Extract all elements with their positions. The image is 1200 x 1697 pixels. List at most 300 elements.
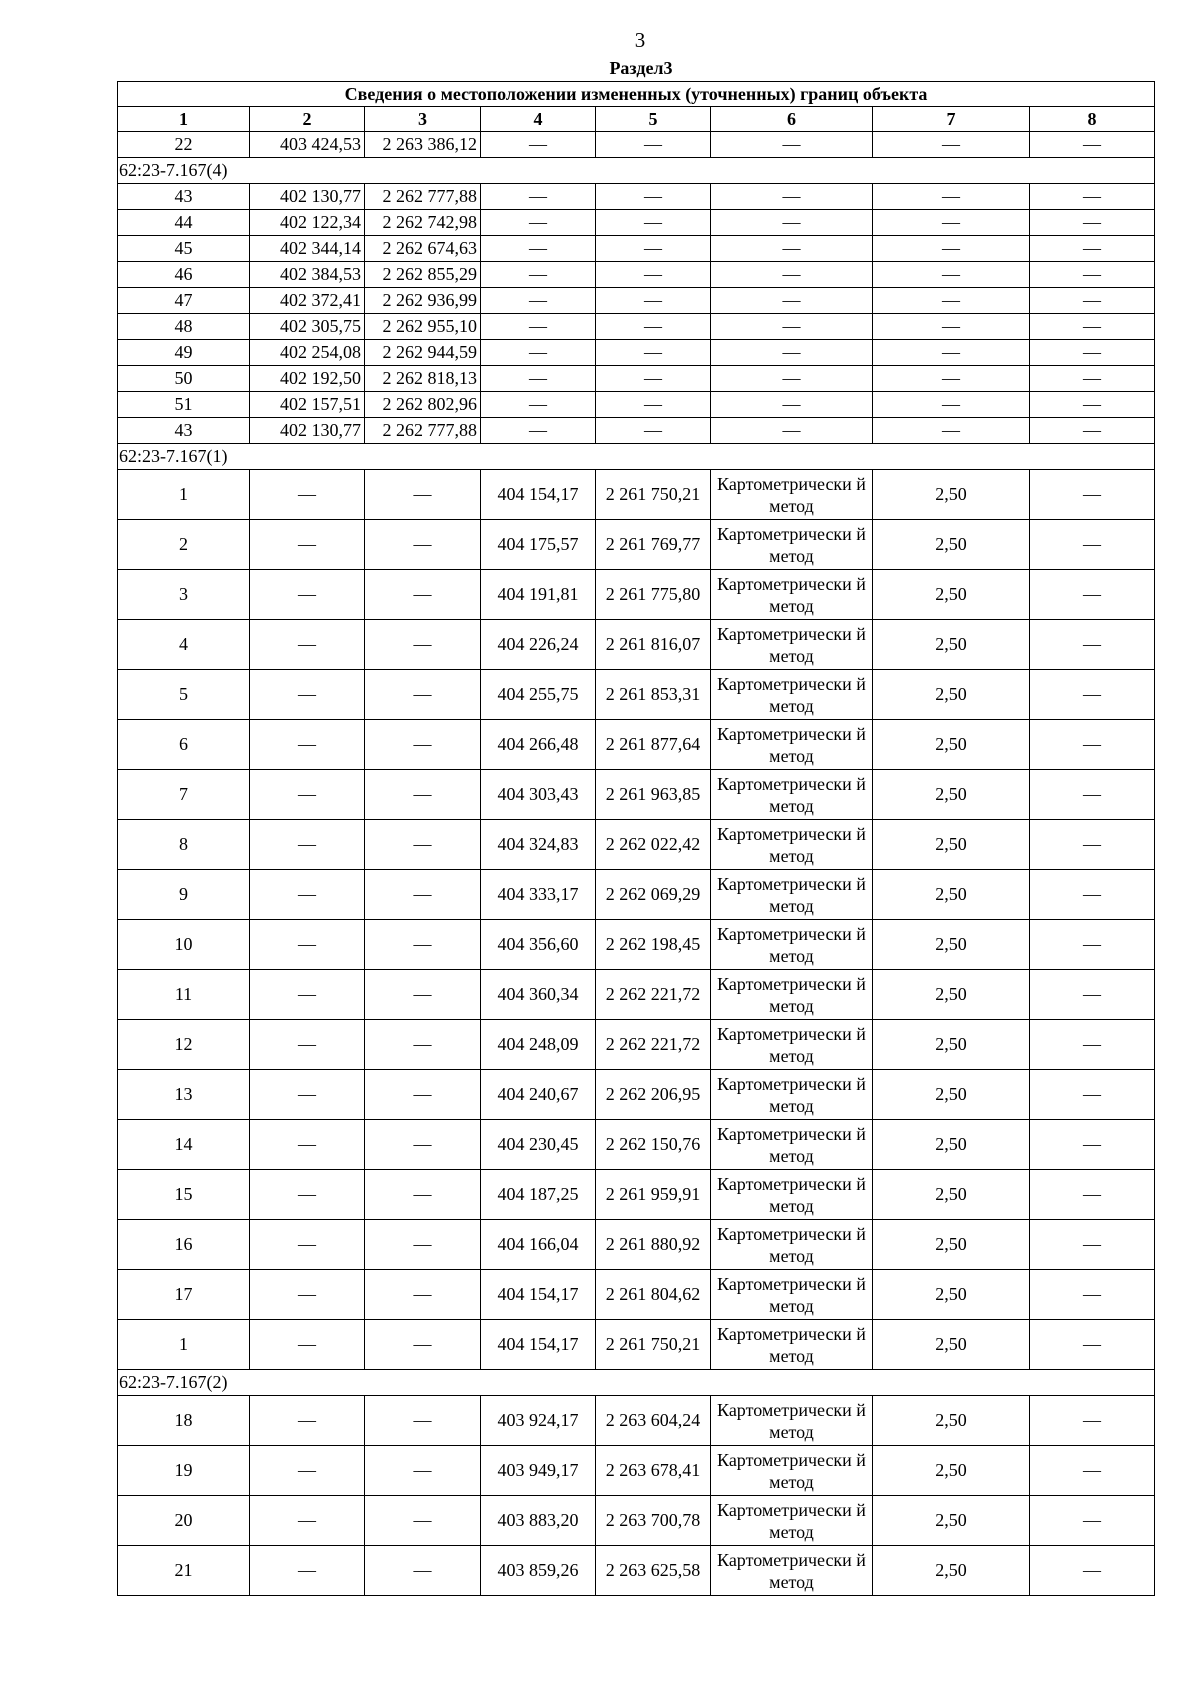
point-number-cell: 4 bbox=[118, 620, 250, 670]
x-new-cell: — bbox=[481, 340, 596, 366]
x-old-cell: 402 344,14 bbox=[250, 236, 365, 262]
y-old-cell: — bbox=[365, 1546, 481, 1596]
accuracy-cell: 2,50 bbox=[873, 1070, 1030, 1120]
table-title: Сведения о местоположении измененных (уточненных) границ объекта bbox=[118, 82, 1155, 107]
method-cell: Картометрически й метод bbox=[711, 670, 873, 720]
description-cell: — bbox=[1030, 470, 1155, 520]
accuracy-cell: 2,50 bbox=[873, 770, 1030, 820]
x-new-cell: 404 255,75 bbox=[481, 670, 596, 720]
accuracy-cell: 2,50 bbox=[873, 720, 1030, 770]
y-old-cell: 2 262 777,88 bbox=[365, 418, 481, 444]
table-row bbox=[118, 314, 1155, 340]
point-number-cell: 46 bbox=[118, 262, 250, 288]
x-new-cell: 404 266,48 bbox=[481, 720, 596, 770]
y-new-cell: — bbox=[596, 314, 711, 340]
x-old-cell: — bbox=[250, 820, 365, 870]
method-cell: Картометрически й метод bbox=[711, 1120, 873, 1170]
x-old-cell: — bbox=[250, 970, 365, 1020]
x-new-cell: 404 154,17 bbox=[481, 1270, 596, 1320]
y-new-cell: 2 261 769,77 bbox=[596, 520, 711, 570]
method-cell: Картометрически й метод bbox=[711, 1546, 873, 1596]
description-cell: — bbox=[1030, 210, 1155, 236]
description-cell: — bbox=[1030, 314, 1155, 340]
point-number-cell: 22 bbox=[118, 132, 250, 158]
point-number-cell: 43 bbox=[118, 418, 250, 444]
x-new-cell: 403 924,17 bbox=[481, 1396, 596, 1446]
y-old-cell: 2 262 818,13 bbox=[365, 366, 481, 392]
x-old-cell: — bbox=[250, 720, 365, 770]
y-new-cell: — bbox=[596, 392, 711, 418]
point-number-cell: 16 bbox=[118, 1220, 250, 1270]
accuracy-cell: 2,50 bbox=[873, 1020, 1030, 1070]
description-cell: — bbox=[1030, 1270, 1155, 1320]
description-cell: — bbox=[1030, 820, 1155, 870]
point-number-cell: 44 bbox=[118, 210, 250, 236]
x-old-cell: — bbox=[250, 1070, 365, 1120]
y-new-cell: — bbox=[596, 210, 711, 236]
x-new-cell: 404 240,67 bbox=[481, 1070, 596, 1120]
table-row bbox=[118, 1170, 1155, 1220]
column-header: 7 bbox=[873, 107, 1030, 132]
y-old-cell: — bbox=[365, 870, 481, 920]
method-cell: Картометрически й метод bbox=[711, 470, 873, 520]
x-new-cell: 404 333,17 bbox=[481, 870, 596, 920]
column-header-row bbox=[118, 107, 1155, 132]
description-cell: — bbox=[1030, 1546, 1155, 1596]
description-cell: — bbox=[1030, 1020, 1155, 1070]
y-old-cell: — bbox=[365, 970, 481, 1020]
y-new-cell: 2 262 198,45 bbox=[596, 920, 711, 970]
x-old-cell: — bbox=[250, 470, 365, 520]
point-number-cell: 8 bbox=[118, 820, 250, 870]
y-old-cell: — bbox=[365, 820, 481, 870]
table-row bbox=[118, 570, 1155, 620]
column-header: 3 bbox=[365, 107, 481, 132]
x-old-cell: 402 372,41 bbox=[250, 288, 365, 314]
y-new-cell: 2 263 604,24 bbox=[596, 1396, 711, 1446]
y-old-cell: 2 262 955,10 bbox=[365, 314, 481, 340]
table-row bbox=[118, 340, 1155, 366]
description-cell: — bbox=[1030, 870, 1155, 920]
point-number-cell: 10 bbox=[118, 920, 250, 970]
y-old-cell: — bbox=[365, 1020, 481, 1070]
description-cell: — bbox=[1030, 418, 1155, 444]
x-old-cell: — bbox=[250, 1120, 365, 1170]
x-new-cell: 404 226,24 bbox=[481, 620, 596, 670]
method-cell: — bbox=[711, 418, 873, 444]
point-number-cell: 21 bbox=[118, 1546, 250, 1596]
description-cell: — bbox=[1030, 1070, 1155, 1120]
x-old-cell: 402 254,08 bbox=[250, 340, 365, 366]
column-header: 2 bbox=[250, 107, 365, 132]
table-row bbox=[118, 1120, 1155, 1170]
y-new-cell: — bbox=[596, 132, 711, 158]
x-new-cell: 404 154,17 bbox=[481, 1320, 596, 1370]
table-row bbox=[118, 620, 1155, 670]
y-new-cell: — bbox=[596, 262, 711, 288]
y-old-cell: — bbox=[365, 770, 481, 820]
column-header: 8 bbox=[1030, 107, 1155, 132]
point-number-cell: 19 bbox=[118, 1446, 250, 1496]
column-header: 4 bbox=[481, 107, 596, 132]
method-cell: Картометрически й метод bbox=[711, 620, 873, 670]
accuracy-cell: 2,50 bbox=[873, 670, 1030, 720]
group-header-row bbox=[118, 444, 1155, 470]
y-new-cell: 2 261 750,21 bbox=[596, 470, 711, 520]
description-cell: — bbox=[1030, 670, 1155, 720]
method-cell: Картометрически й метод bbox=[711, 720, 873, 770]
y-old-cell: 2 262 802,96 bbox=[365, 392, 481, 418]
y-new-cell: 2 261 959,91 bbox=[596, 1170, 711, 1220]
table-row bbox=[118, 1546, 1155, 1596]
x-new-cell: — bbox=[481, 392, 596, 418]
table-row bbox=[118, 366, 1155, 392]
table-row bbox=[118, 210, 1155, 236]
column-header: 5 bbox=[596, 107, 711, 132]
page-number: 3 bbox=[634, 28, 646, 52]
y-old-cell: — bbox=[365, 1070, 481, 1120]
y-old-cell: — bbox=[365, 520, 481, 570]
description-cell: — bbox=[1030, 288, 1155, 314]
accuracy-cell: 2,50 bbox=[873, 570, 1030, 620]
table-row bbox=[118, 820, 1155, 870]
accuracy-cell: 2,50 bbox=[873, 870, 1030, 920]
y-old-cell: — bbox=[365, 1496, 481, 1546]
x-old-cell: — bbox=[250, 870, 365, 920]
accuracy-cell: 2,50 bbox=[873, 1496, 1030, 1546]
point-number-cell: 50 bbox=[118, 366, 250, 392]
y-old-cell: 2 262 944,59 bbox=[365, 340, 481, 366]
y-new-cell: 2 263 625,58 bbox=[596, 1546, 711, 1596]
x-old-cell: 403 424,53 bbox=[250, 132, 365, 158]
y-new-cell: 2 262 206,95 bbox=[596, 1070, 711, 1120]
table-row bbox=[118, 670, 1155, 720]
accuracy-cell: 2,50 bbox=[873, 470, 1030, 520]
y-new-cell: 2 262 069,29 bbox=[596, 870, 711, 920]
table-row bbox=[118, 1396, 1155, 1446]
y-old-cell: 2 262 777,88 bbox=[365, 184, 481, 210]
x-new-cell: — bbox=[481, 418, 596, 444]
description-cell: — bbox=[1030, 262, 1155, 288]
table-row bbox=[118, 970, 1155, 1020]
y-old-cell: 2 262 742,98 bbox=[365, 210, 481, 236]
x-new-cell: 404 166,04 bbox=[481, 1220, 596, 1270]
x-old-cell: — bbox=[250, 670, 365, 720]
description-cell: — bbox=[1030, 1496, 1155, 1546]
table-row bbox=[118, 1270, 1155, 1320]
table-row bbox=[118, 288, 1155, 314]
point-number-cell: 15 bbox=[118, 1170, 250, 1220]
point-number-cell: 45 bbox=[118, 236, 250, 262]
x-new-cell: — bbox=[481, 262, 596, 288]
y-new-cell: 2 261 963,85 bbox=[596, 770, 711, 820]
x-new-cell: 404 248,09 bbox=[481, 1020, 596, 1070]
x-old-cell: — bbox=[250, 1270, 365, 1320]
x-old-cell: — bbox=[250, 620, 365, 670]
point-number-cell: 1 bbox=[118, 470, 250, 520]
description-cell: — bbox=[1030, 770, 1155, 820]
x-new-cell: 403 883,20 bbox=[481, 1496, 596, 1546]
method-cell: Картометрически й метод bbox=[711, 570, 873, 620]
method-cell: Картометрически й метод bbox=[711, 1320, 873, 1370]
method-cell: — bbox=[711, 288, 873, 314]
point-number-cell: 48 bbox=[118, 314, 250, 340]
y-old-cell: — bbox=[365, 1120, 481, 1170]
description-cell: — bbox=[1030, 236, 1155, 262]
table-row bbox=[118, 1496, 1155, 1546]
y-old-cell: — bbox=[365, 920, 481, 970]
y-old-cell: — bbox=[365, 620, 481, 670]
y-old-cell: — bbox=[365, 1396, 481, 1446]
x-new-cell: 404 154,17 bbox=[481, 470, 596, 520]
table-row bbox=[118, 1220, 1155, 1270]
method-cell: — bbox=[711, 340, 873, 366]
accuracy-cell: — bbox=[873, 366, 1030, 392]
table-row bbox=[118, 870, 1155, 920]
description-cell: — bbox=[1030, 340, 1155, 366]
y-new-cell: 2 261 816,07 bbox=[596, 620, 711, 670]
x-new-cell: 404 175,57 bbox=[481, 520, 596, 570]
y-new-cell: 2 261 853,31 bbox=[596, 670, 711, 720]
accuracy-cell: — bbox=[873, 236, 1030, 262]
table-row bbox=[118, 236, 1155, 262]
x-new-cell: — bbox=[481, 210, 596, 236]
point-number-cell: 3 bbox=[118, 570, 250, 620]
accuracy-cell: 2,50 bbox=[873, 1546, 1030, 1596]
x-old-cell: — bbox=[250, 1546, 365, 1596]
y-new-cell: 2 261 750,21 bbox=[596, 1320, 711, 1370]
y-new-cell: 2 261 880,92 bbox=[596, 1220, 711, 1270]
method-cell: Картометрически й метод bbox=[711, 1270, 873, 1320]
x-old-cell: 402 192,50 bbox=[250, 366, 365, 392]
point-number-cell: 20 bbox=[118, 1496, 250, 1546]
parcel-group-label: 62:23-7.167(2) bbox=[118, 1370, 1155, 1396]
parcel-group-label: 62:23-7.167(4) bbox=[118, 158, 1155, 184]
accuracy-cell: 2,50 bbox=[873, 920, 1030, 970]
description-cell: — bbox=[1030, 392, 1155, 418]
x-old-cell: 402 384,53 bbox=[250, 262, 365, 288]
point-number-cell: 12 bbox=[118, 1020, 250, 1070]
accuracy-cell: 2,50 bbox=[873, 820, 1030, 870]
y-new-cell: 2 263 700,78 bbox=[596, 1496, 711, 1546]
x-old-cell: 402 130,77 bbox=[250, 418, 365, 444]
accuracy-cell: 2,50 bbox=[873, 620, 1030, 670]
point-number-cell: 13 bbox=[118, 1070, 250, 1120]
accuracy-cell: — bbox=[873, 288, 1030, 314]
y-new-cell: 2 261 775,80 bbox=[596, 570, 711, 620]
method-cell: Картометрически й метод bbox=[711, 1020, 873, 1070]
description-cell: — bbox=[1030, 1396, 1155, 1446]
y-old-cell: — bbox=[365, 1446, 481, 1496]
y-old-cell: 2 262 674,63 bbox=[365, 236, 481, 262]
point-number-cell: 5 bbox=[118, 670, 250, 720]
table-row bbox=[118, 1070, 1155, 1120]
point-number-cell: 43 bbox=[118, 184, 250, 210]
description-cell: — bbox=[1030, 1220, 1155, 1270]
table-row bbox=[118, 262, 1155, 288]
method-cell: Картометрически й метод bbox=[711, 820, 873, 870]
x-old-cell: — bbox=[250, 520, 365, 570]
method-cell: Картометрически й метод bbox=[711, 520, 873, 570]
x-new-cell: 404 230,45 bbox=[481, 1120, 596, 1170]
method-cell: — bbox=[711, 366, 873, 392]
accuracy-cell: 2,50 bbox=[873, 1320, 1030, 1370]
accuracy-cell: — bbox=[873, 418, 1030, 444]
x-old-cell: — bbox=[250, 920, 365, 970]
method-cell: Картометрически й метод bbox=[711, 1496, 873, 1546]
column-header: 1 bbox=[118, 107, 250, 132]
y-new-cell: — bbox=[596, 184, 711, 210]
description-cell: — bbox=[1030, 720, 1155, 770]
x-old-cell: — bbox=[250, 1396, 365, 1446]
point-number-cell: 6 bbox=[118, 720, 250, 770]
point-number-cell: 1 bbox=[118, 1320, 250, 1370]
y-old-cell: — bbox=[365, 670, 481, 720]
table-row bbox=[118, 392, 1155, 418]
y-old-cell: 2 262 855,29 bbox=[365, 262, 481, 288]
accuracy-cell: 2,50 bbox=[873, 520, 1030, 570]
x-old-cell: — bbox=[250, 1496, 365, 1546]
y-old-cell: — bbox=[365, 570, 481, 620]
description-cell: — bbox=[1030, 520, 1155, 570]
x-old-cell: — bbox=[250, 1020, 365, 1070]
table-row bbox=[118, 920, 1155, 970]
parcel-group-label: 62:23-7.167(1) bbox=[118, 444, 1155, 470]
method-cell: Картометрически й метод bbox=[711, 1446, 873, 1496]
y-old-cell: 2 262 936,99 bbox=[365, 288, 481, 314]
y-new-cell: 2 262 221,72 bbox=[596, 1020, 711, 1070]
x-old-cell: — bbox=[250, 570, 365, 620]
y-new-cell: 2 263 678,41 bbox=[596, 1446, 711, 1496]
accuracy-cell: — bbox=[873, 314, 1030, 340]
x-new-cell: 404 303,43 bbox=[481, 770, 596, 820]
y-old-cell: — bbox=[365, 470, 481, 520]
method-cell: — bbox=[711, 392, 873, 418]
x-old-cell: 402 122,34 bbox=[250, 210, 365, 236]
method-cell: Картометрически й метод bbox=[711, 970, 873, 1020]
y-old-cell: 2 263 386,12 bbox=[365, 132, 481, 158]
y-old-cell: — bbox=[365, 1220, 481, 1270]
accuracy-cell: 2,50 bbox=[873, 1446, 1030, 1496]
description-cell: — bbox=[1030, 366, 1155, 392]
method-cell: — bbox=[711, 236, 873, 262]
table-row bbox=[118, 184, 1155, 210]
y-new-cell: — bbox=[596, 236, 711, 262]
table-row bbox=[118, 418, 1155, 444]
x-old-cell: — bbox=[250, 1446, 365, 1496]
accuracy-cell: — bbox=[873, 210, 1030, 236]
column-header: 6 bbox=[711, 107, 873, 132]
x-new-cell: 403 859,26 bbox=[481, 1546, 596, 1596]
y-old-cell: — bbox=[365, 1320, 481, 1370]
x-old-cell: 402 305,75 bbox=[250, 314, 365, 340]
method-cell: — bbox=[711, 132, 873, 158]
description-cell: — bbox=[1030, 920, 1155, 970]
group-header-row bbox=[118, 1370, 1155, 1396]
x-new-cell: 403 949,17 bbox=[481, 1446, 596, 1496]
method-cell: — bbox=[711, 314, 873, 340]
y-new-cell: — bbox=[596, 418, 711, 444]
method-cell: Картометрически й метод bbox=[711, 1070, 873, 1120]
x-old-cell: — bbox=[250, 770, 365, 820]
method-cell: Картометрически й метод bbox=[711, 770, 873, 820]
point-number-cell: 51 bbox=[118, 392, 250, 418]
point-number-cell: 11 bbox=[118, 970, 250, 1020]
x-old-cell: 402 130,77 bbox=[250, 184, 365, 210]
point-number-cell: 9 bbox=[118, 870, 250, 920]
table-row bbox=[118, 1446, 1155, 1496]
table-row bbox=[118, 470, 1155, 520]
y-old-cell: — bbox=[365, 720, 481, 770]
accuracy-cell: — bbox=[873, 340, 1030, 366]
description-cell: — bbox=[1030, 1170, 1155, 1220]
y-new-cell: 2 261 804,62 bbox=[596, 1270, 711, 1320]
y-new-cell: 2 261 877,64 bbox=[596, 720, 711, 770]
y-new-cell: — bbox=[596, 288, 711, 314]
coordinates-table bbox=[117, 81, 1155, 1596]
x-new-cell: — bbox=[481, 288, 596, 314]
table-row bbox=[118, 1020, 1155, 1070]
x-new-cell: — bbox=[481, 132, 596, 158]
method-cell: Картометрически й метод bbox=[711, 870, 873, 920]
method-cell: — bbox=[711, 184, 873, 210]
x-new-cell: — bbox=[481, 366, 596, 392]
x-new-cell: 404 356,60 bbox=[481, 920, 596, 970]
x-old-cell: 402 157,51 bbox=[250, 392, 365, 418]
description-cell: — bbox=[1030, 570, 1155, 620]
point-number-cell: 2 bbox=[118, 520, 250, 570]
point-number-cell: 49 bbox=[118, 340, 250, 366]
accuracy-cell: — bbox=[873, 392, 1030, 418]
x-new-cell: 404 324,83 bbox=[481, 820, 596, 870]
point-number-cell: 7 bbox=[118, 770, 250, 820]
x-new-cell: — bbox=[481, 314, 596, 340]
description-cell: — bbox=[1030, 1120, 1155, 1170]
table-row bbox=[118, 520, 1155, 570]
x-new-cell: — bbox=[481, 236, 596, 262]
x-new-cell: 404 187,25 bbox=[481, 1170, 596, 1220]
y-new-cell: 2 262 221,72 bbox=[596, 970, 711, 1020]
method-cell: Картометрически й метод bbox=[711, 1170, 873, 1220]
point-number-cell: 47 bbox=[118, 288, 250, 314]
y-old-cell: — bbox=[365, 1170, 481, 1220]
x-old-cell: — bbox=[250, 1320, 365, 1370]
y-new-cell: 2 262 022,42 bbox=[596, 820, 711, 870]
method-cell: Картометрически й метод bbox=[711, 1220, 873, 1270]
method-cell: Картометрически й метод bbox=[711, 1396, 873, 1446]
x-new-cell: — bbox=[481, 184, 596, 210]
description-cell: — bbox=[1030, 620, 1155, 670]
x-old-cell: — bbox=[250, 1220, 365, 1270]
accuracy-cell: 2,50 bbox=[873, 1170, 1030, 1220]
description-cell: — bbox=[1030, 132, 1155, 158]
table-row bbox=[118, 770, 1155, 820]
accuracy-cell: — bbox=[873, 262, 1030, 288]
accuracy-cell: 2,50 bbox=[873, 1120, 1030, 1170]
x-old-cell: — bbox=[250, 1170, 365, 1220]
accuracy-cell: 2,50 bbox=[873, 1270, 1030, 1320]
table-row bbox=[118, 132, 1155, 158]
section-title: Раздел3 bbox=[609, 58, 673, 78]
x-new-cell: 404 360,34 bbox=[481, 970, 596, 1020]
accuracy-cell: — bbox=[873, 184, 1030, 210]
description-cell: — bbox=[1030, 1446, 1155, 1496]
y-old-cell: — bbox=[365, 1270, 481, 1320]
accuracy-cell: — bbox=[873, 132, 1030, 158]
group-header-row bbox=[118, 158, 1155, 184]
point-number-cell: 14 bbox=[118, 1120, 250, 1170]
accuracy-cell: 2,50 bbox=[873, 1220, 1030, 1270]
